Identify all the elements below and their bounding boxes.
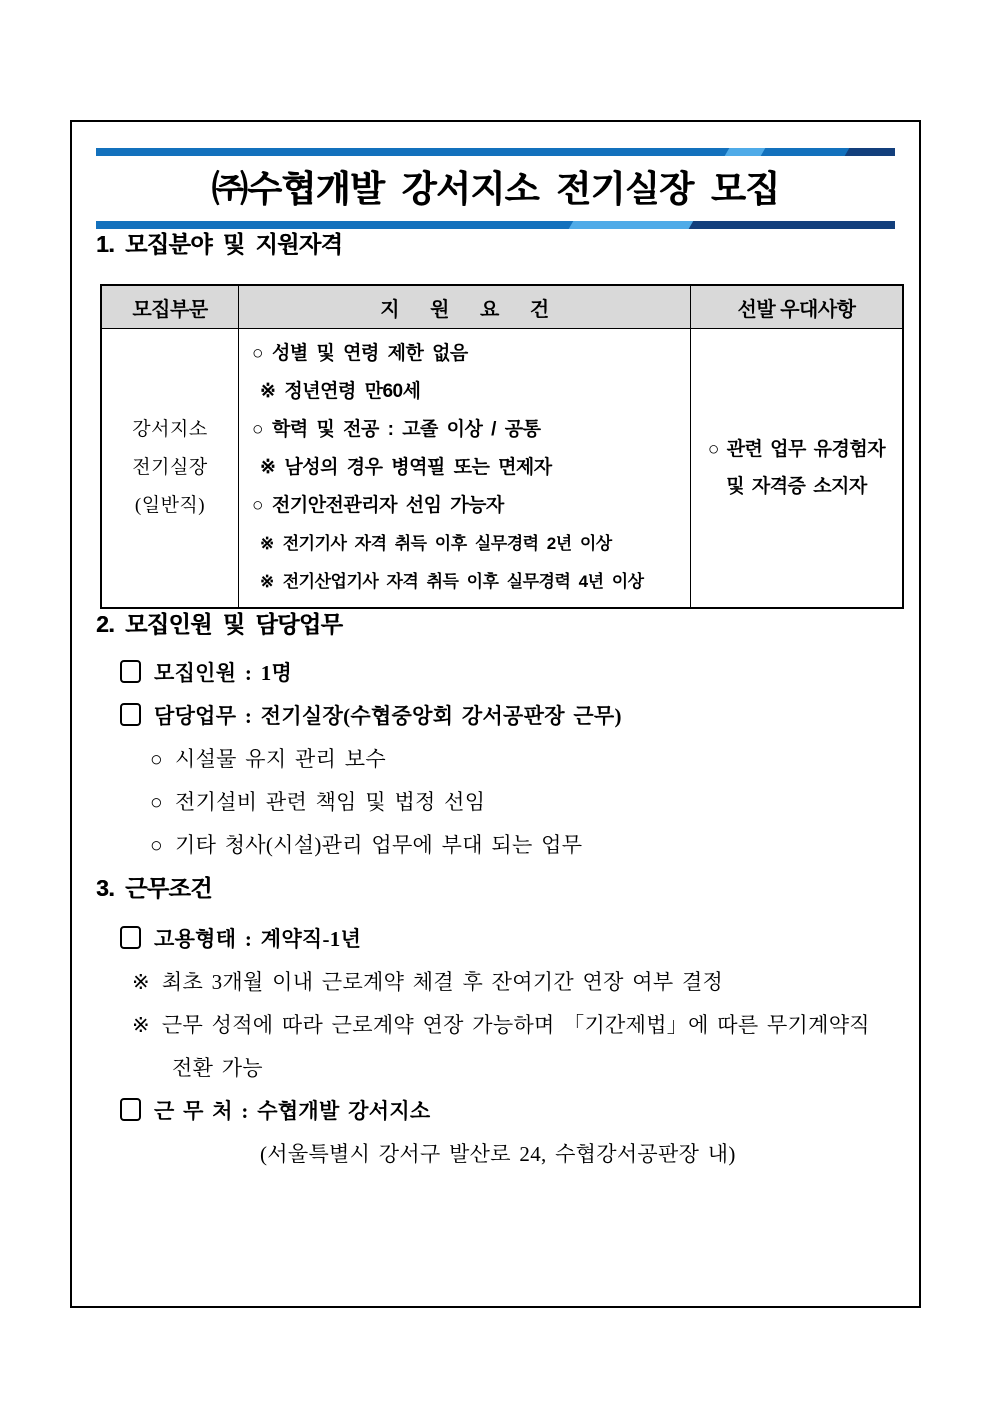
section2-heading: 2. 모집인원 및 담당업무: [96, 611, 343, 637]
circle-bullet-icon: ○: [150, 833, 163, 857]
category-cell: [101, 329, 239, 609]
requirement-line: ※ 전기산업기사 자격 취득 이후 실무경력 4년 이상: [260, 572, 644, 591]
header-category: 모집부문: [101, 285, 239, 329]
list-subitem: ○ 기타 청사(시설)관리 업무에 부대 되는 업무: [150, 833, 583, 857]
preference-line: 및 자격증 소지자: [726, 476, 867, 497]
band-accent-light: [569, 221, 693, 229]
requirement-line: ○ 전기안전관리자 선임 가능자: [252, 495, 504, 516]
category-line: (일반직): [134, 495, 206, 516]
list-item-employment-type: 고용형태 : 계약직-1년: [120, 924, 895, 954]
requirement-line: ※ 전기기사 자격 취득 이후 실무경력 2년 이상: [260, 534, 612, 553]
list-subitem: ○ 전기설비 관련 책임 및 법정 선임: [150, 790, 486, 814]
document-page: [70, 120, 921, 1308]
table-row: [101, 329, 903, 609]
qualification-table: [100, 284, 904, 609]
reference-mark-icon: ※: [260, 534, 274, 553]
list-subitem: ○ 시설물 유지 관리 보수: [150, 747, 386, 771]
circle-bullet-icon: ○: [252, 495, 263, 516]
circle-bullet-icon: ○: [150, 790, 163, 814]
list-item-headcount: 모집인원 : 1명: [120, 658, 895, 688]
band-accent-navy: [845, 148, 895, 156]
table-header-row: [101, 285, 903, 329]
header-requirements: 지 원 요 건: [239, 285, 691, 329]
list-note: ※ 최초 3개월 이내 근로계약 체결 후 잔여기간 연장 여부 결정: [132, 970, 724, 994]
band-accent-navy: [689, 221, 895, 229]
workplace-address: (서울특별시 강서구 발산로 24, 수협강서공판장 내): [260, 1142, 736, 1166]
header-preference: 선발 우대사항: [691, 285, 904, 329]
circle-bullet-icon: ○: [252, 343, 263, 364]
preference-cell: [691, 329, 904, 609]
requirement-line: ○ 성별 및 연령 제한 없음: [252, 343, 468, 364]
reference-mark-icon: ※: [132, 970, 150, 994]
checkbox-icon: [120, 703, 141, 726]
checkbox-icon: [120, 1098, 141, 1121]
title-band-top: [96, 148, 895, 156]
reference-mark-icon: ※: [260, 381, 276, 402]
page-title: ㈜수협개발 강서지소 전기실장 모집: [211, 168, 780, 209]
reference-mark-icon: ※: [132, 1013, 150, 1037]
title-band-bottom: [96, 221, 895, 229]
section1-heading: 1. 모집분야 및 지원자격: [96, 231, 343, 257]
category-line: 전기실장: [132, 457, 208, 478]
list-note: ※ 근무 성적에 따라 근로계약 연장 가능하며 「기간제법」에 따른 무기계약직: [132, 1013, 870, 1037]
circle-bullet-icon: ○: [150, 747, 163, 771]
category-line: 강서지소: [132, 419, 208, 440]
reference-mark-icon: ※: [260, 572, 274, 591]
requirements-cell: [239, 329, 691, 609]
list-note-continuation: 전환 가능: [172, 1056, 263, 1080]
checkbox-icon: [120, 926, 141, 949]
reference-mark-icon: ※: [260, 457, 276, 478]
requirement-line: ○ 학력 및 전공 : 고졸 이상 / 공통: [252, 419, 541, 440]
requirement-line: ※ 남성의 경우 병역필 또는 면제자: [260, 457, 552, 478]
circle-bullet-icon: ○: [252, 419, 263, 440]
band-accent-light: [725, 148, 766, 156]
list-item-workplace: 근 무 처 : 수협개발 강서지소: [120, 1096, 895, 1126]
requirement-line: ※ 정년연령 만60세: [260, 381, 421, 402]
preference-line: ○ 관련 업무 유경험자: [707, 439, 886, 460]
section3-heading: 3. 근무조건: [96, 875, 212, 901]
list-item-duty: 담당업무 : 전기실장(수협중앙회 강서공판장 근무): [120, 701, 895, 731]
checkbox-icon: [120, 660, 141, 683]
